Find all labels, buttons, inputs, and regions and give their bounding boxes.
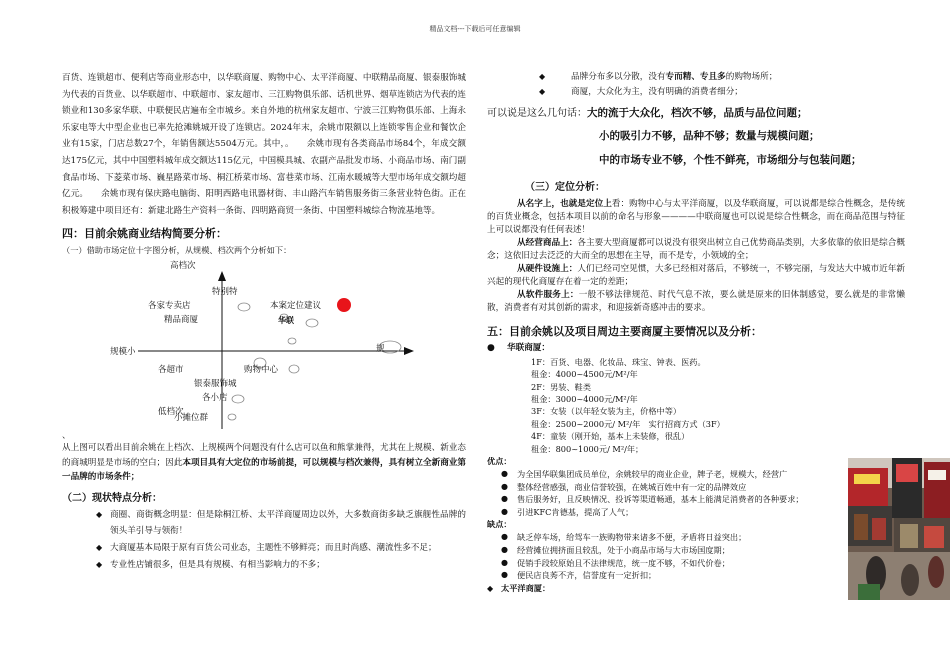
floor-item: 租金：3000~4000元/M²/年	[531, 394, 638, 404]
chart-analysis-text: 从上图可以看出目前余姚在上档次、上规模两个问题没有什么店可以鱼和熊掌兼得，尤其在上规模、新业态的商城明显是市场的空白；因此	[62, 443, 466, 468]
slogan-intro: 可以说是这么几句话：	[487, 108, 587, 120]
bullet-text: 商厦，大众化为主，没有明确的消费者细分；	[571, 86, 743, 97]
feature-item	[62, 540, 466, 557]
positioning-paragraph	[487, 237, 905, 263]
pros-title: 优点：	[487, 456, 512, 467]
chart-label-specialty-stores: 各家专卖店	[148, 301, 191, 312]
slogan-block	[487, 103, 905, 124]
chart-analysis-conclusion: 本项目具有大定位的市场前提，可以规模与档次兼得，具有树立全新商业第一品牌的市场条件；	[62, 457, 466, 483]
taipingyang-heading	[487, 582, 905, 595]
store-marker	[228, 414, 236, 420]
floor-item: 4F：童装（刚开始，基本上未装修，很乱）	[531, 431, 690, 442]
round-bullet-icon: ●	[501, 570, 508, 580]
slogan-1: 大的流于大众化，档次不够，品质与品位问题；	[587, 107, 808, 120]
chart-label-small-shops: 各小店	[202, 393, 228, 404]
subsection-3-title: （三）定位分析：	[525, 182, 605, 194]
chart-label-stall-group: 小摊位群	[174, 413, 209, 424]
diamond-bullet-icon: ◆	[487, 582, 494, 593]
cons-text: 促销手段较原始且不法律规范，统一度不够，不如代价卷；	[517, 557, 730, 568]
floor-item: 2F：男装、鞋类	[531, 381, 592, 392]
pros-item	[487, 481, 839, 494]
cons-item	[487, 544, 839, 557]
round-bullet-icon: ●	[501, 532, 508, 542]
hualian-heading	[487, 341, 905, 356]
section-5-title: 五：目前余姚以及项目周边主要商厦主要情况以及分析：	[487, 325, 762, 339]
cons-title: 缺点：	[487, 519, 512, 530]
chart-axes	[62, 259, 466, 431]
feature-text: 大商厦基本局限于原有百货公司业态，主题性不够鲜亮；而且时尚感、潮流性多不足；	[110, 543, 437, 554]
round-bullet-icon: ●	[487, 343, 495, 354]
diamond-bullet-icon: ◆	[539, 86, 546, 96]
chart-label-boutique-mall: 精品商厦	[164, 315, 199, 326]
positioning-paragraph	[487, 289, 905, 315]
floor-item: 3F：女装（以年轻女装为主，价格中等）	[531, 406, 682, 417]
bullet-text: 的购物场所；	[725, 72, 778, 82]
positioning-heading: 从名字上，也就是定位上	[517, 199, 612, 210]
positioning-paragraph	[487, 263, 905, 289]
chart-label-shopping-center: 购物中心	[244, 365, 279, 376]
market-bullet	[487, 85, 905, 100]
store-marker	[232, 395, 244, 403]
cons-text: 便民店良莠不齐，信誉度有一定折扣；	[517, 570, 657, 581]
horizontal-axis-arrow	[404, 347, 414, 355]
intro-paragraph: 百货、连锁超市、便利店等商业形态中，以华联商厦、购物中心、太平洋商厦、中联精品商厦、银泰服饰城为代表的百货业、以华联超市、中联超市、家友超市、三江购物俱乐部、话机世界、烟草连锁店为代表的连锁业和130多家华联、中联便民店遍布全市城乡。来自外地的杭州家友超市、宁波三江购物俱乐部、上海永乐家电等大中型企业也已率先抢滩姚城开设了连锁店。2024年末，余姚市限额以上连锁零售企业和餐饮企业有15家，门店总数27个，年销售额达5504万元。其中，。 余姚市现有各类商品市场84个，年成交额达175亿元，其中中国塑料城年成交额达115亿元，中国模具城、农副产品批发市场、小商品市场、南门副食品市场、下菱菜市场、巍星路菜市场、桐江桥菜市场、富巷菜市场、江南水暖城等大型市场年成交额均超亿元。 余姚市现有保庆路电脑街、阳明西路电讯器材街、丰山路汽车销售服务街三条营业特色街。正在积极筹建中项目还有：新建北路生产资料一条街、四明路商贸一条街、中国塑料城综合物流基地等。	[62, 73, 466, 216]
round-bullet-icon: ●	[501, 494, 508, 504]
cons-list	[487, 531, 839, 581]
recommended-position-dot	[337, 298, 351, 312]
cons-text: 缺乏停车场，给驾车一族购物带来诸多不便，矛盾将日益突出；	[517, 532, 747, 543]
floor-item: 1F：百货、电器、化妆品、珠宝、钟表、医药。	[531, 356, 706, 367]
cons-item	[487, 557, 839, 570]
pros-item	[487, 506, 839, 519]
positioning-paragraph	[487, 198, 905, 237]
round-bullet-icon: ●	[501, 557, 508, 567]
feature-text: 专业性店铺很多，但是具有规模、有相当影响力的不多；	[110, 559, 325, 570]
floor-item: 租金：4000~4500元/M²/年	[531, 369, 638, 380]
positioning-heading: 从硬件设施上：	[517, 264, 578, 275]
chart-label-yintai: 银泰服饰城	[194, 379, 237, 390]
store-marker	[238, 303, 250, 311]
page-header: 精品文档---下载后可任意编辑	[429, 25, 521, 33]
chart-label-tebite: 特别特	[212, 287, 238, 298]
positioning-heading: 从软件服务上：	[517, 290, 579, 301]
cons-text: 经营摊位拥挤面且较乱，处于小商品市场与大市场国度期；	[517, 545, 730, 555]
section-4-title: 四：目前余姚商业结构简要分析：	[62, 227, 227, 241]
street-photo-image	[848, 458, 950, 600]
store-marker	[289, 365, 299, 373]
floor-list	[487, 356, 905, 455]
pros-text: 整体经营感强，商业信誉较强，在姚城百姓中有一定的品牌效应	[517, 481, 747, 492]
diamond-bullet-icon: ◆	[539, 72, 546, 81]
pros-item	[487, 468, 839, 481]
axis-label-low-grade: 低档次	[158, 407, 184, 418]
bullet-emphasis: 专而精、专且多	[665, 72, 726, 82]
bullet-text: 品牌分布多以分散，没有	[571, 72, 666, 82]
round-bullet-icon: ●	[501, 545, 508, 554]
subsection-1-title: （一）借助市场定位十字图分析，从规模、档次两个分析如下：	[62, 245, 292, 256]
chart-label-hualian: 华联	[278, 315, 294, 326]
hualian-title: 华联商厦：	[507, 343, 550, 354]
positioning-text: 人们已经司空见惯，大多已经相对落后，不够统一，不够完丽，与发达大中城市近年新兴起的现代化商厦存在着一定的差距；	[487, 264, 905, 288]
positioning-text: 看：购物中心与太平洋商厦，以及华联商厦，可以说都是综合性概念，是传统的百货业概念，包括本项目以前的命名与形象————中联商厦也可以说是综合性概念，而在商品范围与特征上可以说都没有任何表述！	[487, 199, 905, 236]
feature-item	[62, 557, 466, 574]
stray-mark: 、	[62, 431, 71, 442]
positioning-heading: 从经营商品上：	[517, 238, 578, 249]
positioning-text: 各主要大型商厦都可以说没有很突出树立自己优势商品类别，大多依靠的依旧是综合概念；这依旧过去泛泛的大而全的思想在主导，而不是专，小领域的全；	[487, 238, 905, 262]
right-column	[487, 70, 905, 595]
slogan-2: 小的吸引力不够，品种不够；数量与规模问题；	[599, 130, 820, 143]
positioning-text: 一般不够法律规范、时代气息不浓，要么就是原来的旧体制感觉，要么就是的非常懒散，消费者有对其创新的需求，和迎接新奇感冲击的要求。	[487, 290, 905, 314]
round-bullet-icon: ●	[501, 481, 508, 491]
pros-item	[487, 493, 839, 506]
pros-text: 为全国华联集团成员单位，余姚较早的商业企业，牌子老，规模大，经营广	[517, 469, 788, 480]
subsection-2-title: （二）现状特点分析：	[62, 492, 162, 504]
axis-label-high-grade: 高档次	[170, 261, 196, 272]
round-bullet-icon: ●	[501, 506, 508, 516]
cons-item	[487, 569, 839, 582]
positioning-cross-chart	[62, 259, 466, 431]
round-bullet-icon: ●	[501, 469, 508, 479]
slogan-3: 中的市场专业不够，个性不鲜亮，市场细分与包装问题；	[599, 154, 862, 167]
axis-label-small-scale: 规模小	[110, 347, 136, 358]
diamond-bullet-icon: ◆	[96, 559, 103, 569]
diamond-bullet-icon: ◆	[96, 509, 103, 519]
pros-text: 引进KFC肯德基，提高了人气；	[517, 506, 634, 517]
store-marker	[288, 338, 296, 344]
feature-item	[62, 507, 466, 540]
chart-label-supermarkets: 各超市	[158, 365, 184, 376]
chart-label-recommended: 本案定位建议	[270, 301, 322, 312]
axis-label-large-scale: 规	[376, 344, 385, 355]
diamond-bullet-icon: ◆	[96, 543, 103, 553]
feature-text: 商圈、商街概念明显：但是除桐江桥、太平洋商厦周边以外，大多数商街多缺乏旗舰性品牌的领头羊引导与领衔！	[110, 509, 466, 537]
floor-item: 租金：2500~2000元/ M²/年 实行招商方式（3F）	[531, 418, 725, 429]
chart-analysis	[62, 441, 466, 485]
cons-item	[487, 531, 839, 544]
store-marker	[306, 319, 318, 327]
taipingyang-title: 太平洋商厦：	[501, 582, 551, 593]
market-bullet	[487, 70, 905, 85]
left-column	[62, 70, 466, 573]
pros-list	[487, 468, 839, 518]
vertical-axis-arrow	[218, 271, 226, 281]
pros-text: 售后服务好，且反映情况、投诉等渠道畅通，基本上能满足消费者的各种要求；	[517, 494, 804, 505]
floor-item: 租金：800~1000元/ M²/年；	[531, 443, 644, 454]
street-photo	[848, 458, 950, 600]
